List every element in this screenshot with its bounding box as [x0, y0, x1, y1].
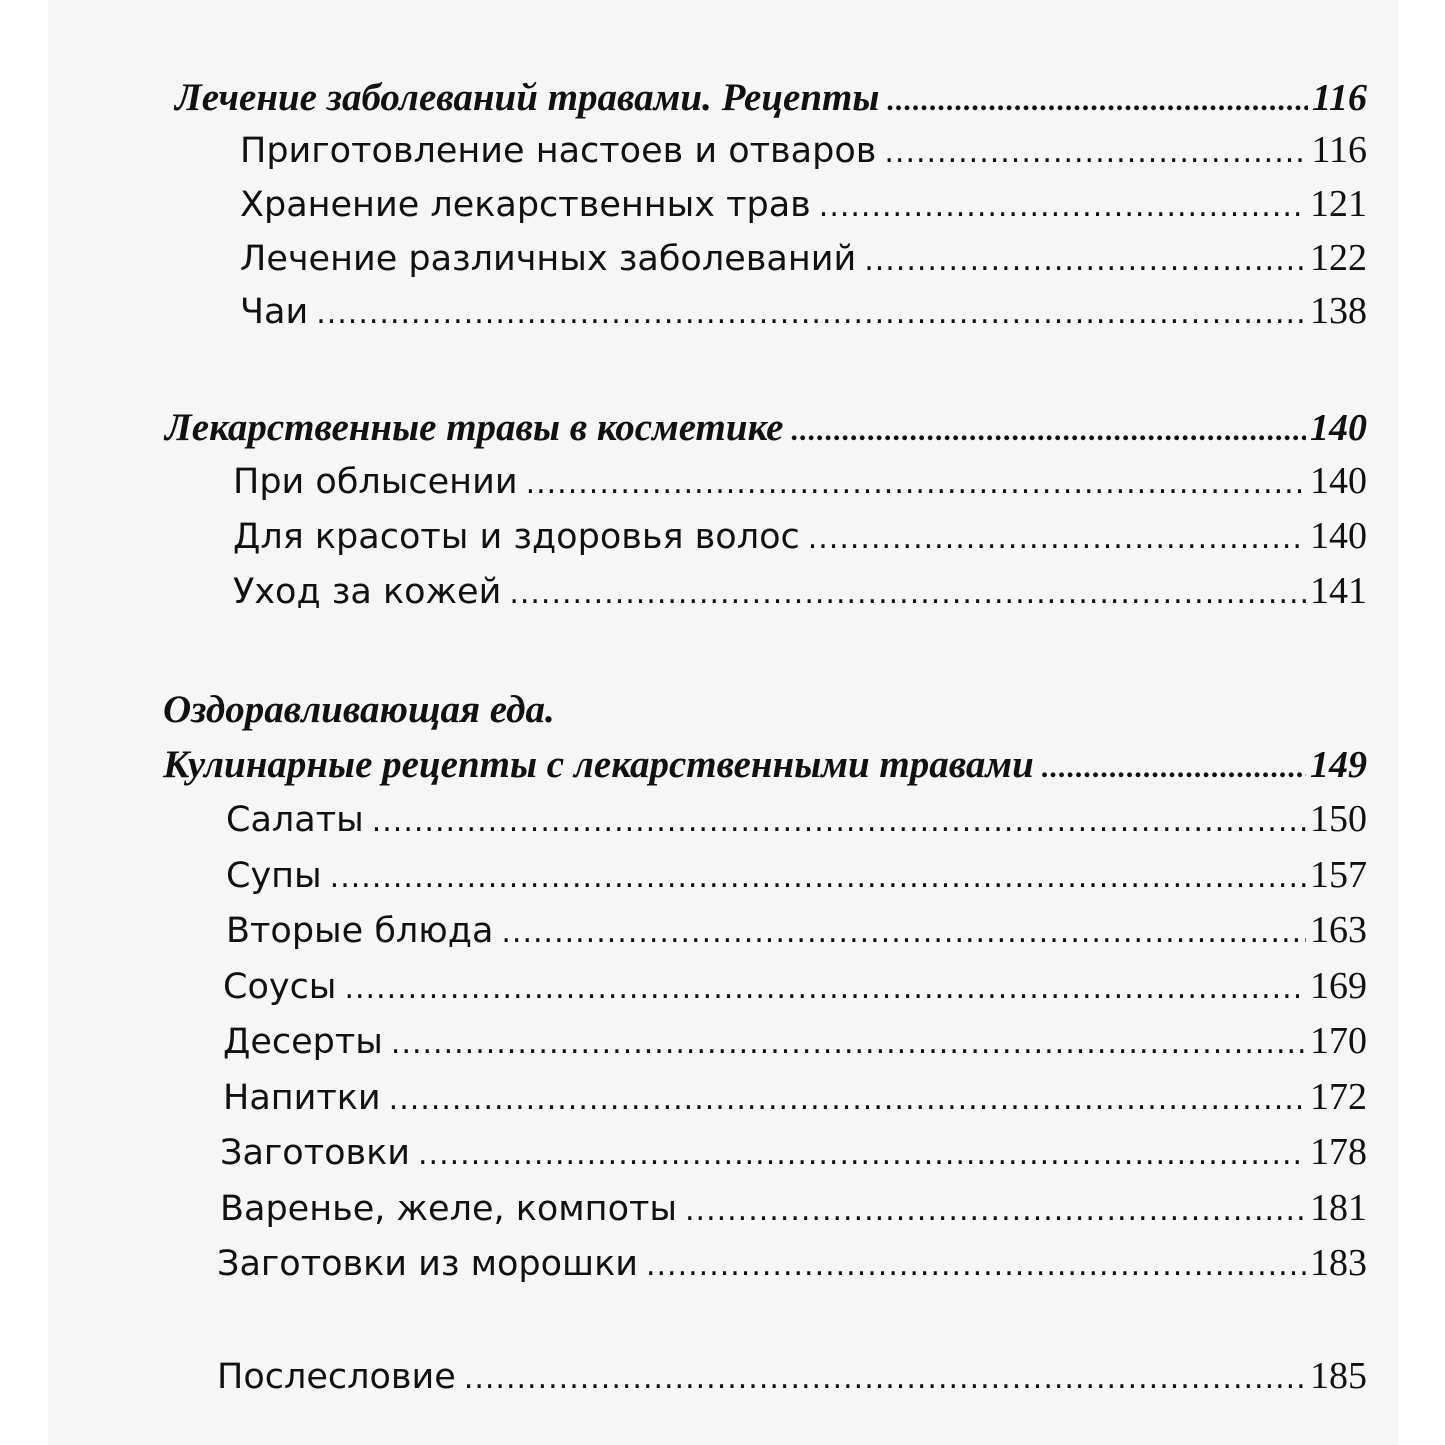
toc-entry-label: Салаты	[226, 800, 364, 840]
toc-entry[interactable]	[240, 185, 1367, 223]
leader-dots	[791, 416, 1306, 446]
leader-dots	[685, 1196, 1306, 1226]
leader-dots	[1042, 753, 1306, 783]
toc-entry-label: Хранение лекарственных трав	[240, 185, 811, 225]
toc-page-number: 163	[1310, 909, 1367, 951]
toc-entry[interactable]	[233, 517, 1367, 555]
leader-dots	[819, 192, 1306, 222]
toc-page-number: 150	[1310, 798, 1367, 840]
toc-page-number: 116	[1311, 129, 1367, 171]
leader-dots	[808, 524, 1306, 554]
toc-entry[interactable]	[223, 1078, 1367, 1116]
toc-entry[interactable]	[226, 800, 1367, 838]
toc-entry-label: Супы	[226, 856, 322, 896]
toc-heading-label: Лечение заболеваний травами. Рецепты	[175, 76, 880, 119]
leader-dots	[344, 974, 1306, 1004]
leader-dots	[884, 138, 1307, 168]
toc-entry[interactable]	[240, 239, 1367, 277]
leader-dots	[330, 863, 1306, 893]
toc-entry[interactable]	[223, 1022, 1367, 1060]
toc-heading-label: Лекарственные травы в косметике	[165, 406, 784, 449]
toc-page-number: 140	[1310, 407, 1367, 449]
leader-dots	[464, 1364, 1306, 1394]
leader-dots	[391, 1029, 1306, 1059]
toc-heading-herbal-treatment[interactable]	[175, 78, 1367, 117]
toc-entry-label: Варенье, желе, компоты	[220, 1189, 677, 1229]
toc-entry-label: Напитки	[223, 1078, 381, 1118]
leader-dots	[418, 1140, 1306, 1170]
toc-entry-label: Вторые блюда	[226, 911, 494, 951]
toc-entry-label: Послесловие	[217, 1357, 456, 1397]
toc-page-number: 169	[1310, 965, 1367, 1007]
toc-page-number: 185	[1310, 1355, 1367, 1397]
toc-entry[interactable]	[233, 572, 1367, 610]
toc-entry[interactable]	[220, 1133, 1367, 1171]
toc-page-number: 181	[1310, 1187, 1367, 1229]
leader-dots	[887, 86, 1308, 116]
leader-dots	[372, 807, 1306, 837]
toc-entry-label: Уход за кожей	[233, 572, 502, 612]
toc-entry[interactable]	[233, 462, 1367, 500]
toc-page-number: 183	[1310, 1242, 1367, 1284]
toc-entry[interactable]	[223, 967, 1367, 1005]
toc-heading-cosmetics[interactable]	[165, 408, 1367, 447]
toc-entry-label: Заготовки	[220, 1133, 411, 1173]
toc-entry-label: Приготовление настоев и отваров	[240, 131, 877, 171]
toc-entry-label: Заготовки из морошки	[217, 1244, 638, 1284]
toc-entry[interactable]	[217, 1244, 1367, 1282]
leader-dots	[389, 1085, 1306, 1115]
toc-page-number: 122	[1310, 237, 1367, 279]
toc-page-number: 138	[1310, 290, 1367, 332]
toc-page-number: 140	[1310, 515, 1367, 557]
leader-dots	[316, 299, 1306, 329]
toc-page-number: 121	[1310, 183, 1367, 225]
leader-dots	[646, 1251, 1306, 1281]
toc-page-number: 149	[1310, 744, 1367, 786]
toc-entry-label: Десерты	[223, 1022, 383, 1062]
toc-page-number: 116	[1312, 77, 1367, 119]
toc-page-number: 140	[1310, 460, 1367, 502]
toc-page-number: 172	[1310, 1076, 1367, 1118]
toc-entry[interactable]	[226, 911, 1367, 949]
toc-entry-label: Чаи	[240, 292, 309, 332]
toc-page-number: 141	[1310, 570, 1367, 612]
toc-heading-culinary-recipes[interactable]	[163, 745, 1367, 784]
leader-dots	[526, 469, 1306, 499]
toc-entry-label: Соусы	[223, 967, 337, 1007]
toc-entry[interactable]	[240, 131, 1367, 169]
toc-page-number: 170	[1310, 1020, 1367, 1062]
leader-dots	[509, 579, 1306, 609]
toc-heading-label: Кулинарные рецепты с лекарственными травами	[163, 743, 1034, 786]
toc-entry-label: Лечение различных заболеваний	[240, 239, 857, 279]
toc-page-number: 157	[1310, 854, 1367, 896]
toc-entry-afterword[interactable]	[217, 1357, 1367, 1395]
leader-dots	[864, 246, 1306, 276]
toc-page-number: 178	[1310, 1131, 1367, 1173]
toc-heading-healthy-food: Оздоравливающая еда.	[163, 688, 555, 731]
toc-entry[interactable]	[226, 856, 1367, 894]
leader-dots	[501, 918, 1306, 948]
toc-entry[interactable]	[220, 1189, 1367, 1227]
toc-entry-label: Для красоты и здоровья волос	[233, 517, 800, 557]
toc-entry[interactable]	[240, 292, 1367, 330]
toc-entry-label: При облысении	[233, 462, 518, 502]
